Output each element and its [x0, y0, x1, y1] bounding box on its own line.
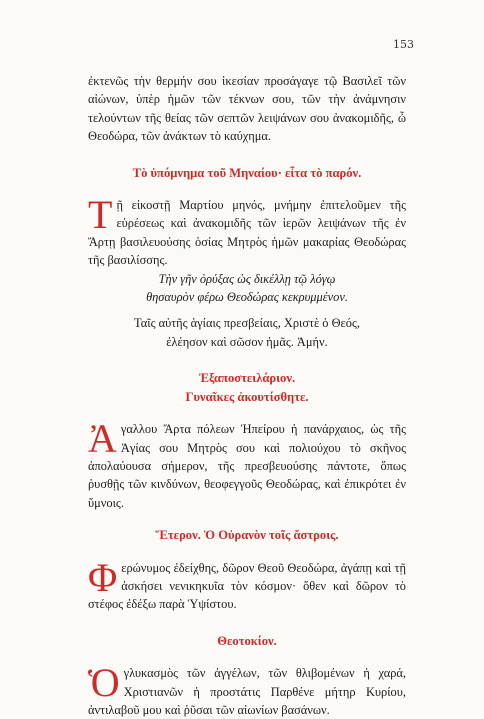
synaxarion-paragraph — [88, 192, 406, 270]
theotokion-text: γλυκασμὸς τῶν ἀγγέλων, τῶν θλιβομένων ἡ χαρά, Χριστιανῶν ἡ προστάτις Παρθένε μήτηρ Κυρίου, ἀντιλαβοῦ μου καὶ ῥῦσαι τῶν αἰωνίων βασάνων. — [88, 666, 406, 717]
drop-cap: Φ — [88, 554, 118, 600]
synaxarion-text: ῇ εἰκοστῇ Μαρτίου μηνός, μνήμην ἐπιτελοῦμεν τῆς εὑρέσεως καὶ ἀνακομιδῆς τῶν ἱερῶν λειψάνων τῆς ἐν Ἄρτῃ βασιλευούσης ὁσίας Μητρὸς ἡμῶν μακαρίας Θεοδώρας τῆς βασιλίσσης. — [88, 198, 406, 268]
rubric-heading-menaion: Τὸ ὑπόμνημα τοῦ Μηναίου· εἶτα τὸ παρόν. — [132, 165, 362, 180]
intro-paragraph: ἐκτενῶς τὴν θερμήν σου ἱκεσίαν προσάγαγε τῷ Βασιλεῖ τῶν αἰώνων, ὑπὲρ ἡμῶν τῶν τέκνων σου, τῶν τὴν ἀνάμνησιν τελούντων τῆς θείας τῶν σεπτῶν λειψάνων σου ἀνακομιδῆς, ὦ Θεοδώρα, τῶν ἀνάκτων τὸ καύχημα. — [88, 74, 406, 144]
rubric-heading-theotokion: Θεοτοκίον. — [217, 633, 277, 648]
heteron-paragraph — [88, 554, 406, 614]
drop-cap: Ἀ — [88, 416, 117, 462]
exapostilarion-text: γαλλου Ἄρτα πόλεων Ἠπείρου ἡ πανάρχαιος, ὡς τῆς Ἁγίας σου Μητρὸς σου καὶ πολιούχου τὸ σκῆνος ἀπολαύουσα σήμερον, τῆς πρεσβευούσης πάντοτε, ὅπως ῥυσθῇς τῶν κινδύνων, θεοφεγγοῦς Θεοδώρας, καὶ ἐπικρότει ἐν ὕμνοις. — [88, 422, 406, 510]
rubric-heading-exapostilarion: Ἐξαποστειλάριον. — [198, 371, 296, 386]
heteron-text: ερώνυμος ἐδείχθης, δῶρον Θεοῦ Θεοδώρα, ἀγάπῃ καὶ τῇ ἀσκήσει νενικηκυῖα τὸν κόσμον· ὅθεν καὶ δῶρον τὸ στέφος ἐδέξω παρὰ Ὑψίστου. — [88, 560, 406, 612]
verse-line-2: θησαυρὸν φέρω Θεοδώρας κεκρυμμένον. — [146, 290, 348, 305]
rubric-heading-melody: Γυναῖκες ἀκουτίσθητε. — [185, 389, 309, 404]
verse-line-1: Τὴν γῆν ὀρύξας ὡς δικέλλῃ τῷ λόγῳ — [158, 271, 336, 286]
exapostilarion-paragraph — [88, 416, 406, 512]
drop-cap: Τ — [88, 192, 113, 238]
theotokion-paragraph — [88, 660, 406, 719]
page-number: 153 — [393, 38, 414, 51]
prayer-line-1: Ταῖς αὐτῆς ἁγίαις πρεσβείαις, Χριστὲ ὁ Θεός, — [134, 316, 360, 331]
drop-cap: Ὁ — [88, 660, 120, 706]
rubric-heading-heteron: Ἕτερον. Ὁ Οὐρανὸν τοῖς ἄστροις. — [155, 528, 339, 543]
prayer-line-2: ἐλέησον καὶ σῶσον ἡμᾶς. Ἀμήν. — [166, 334, 328, 349]
page-body — [88, 72, 406, 719]
